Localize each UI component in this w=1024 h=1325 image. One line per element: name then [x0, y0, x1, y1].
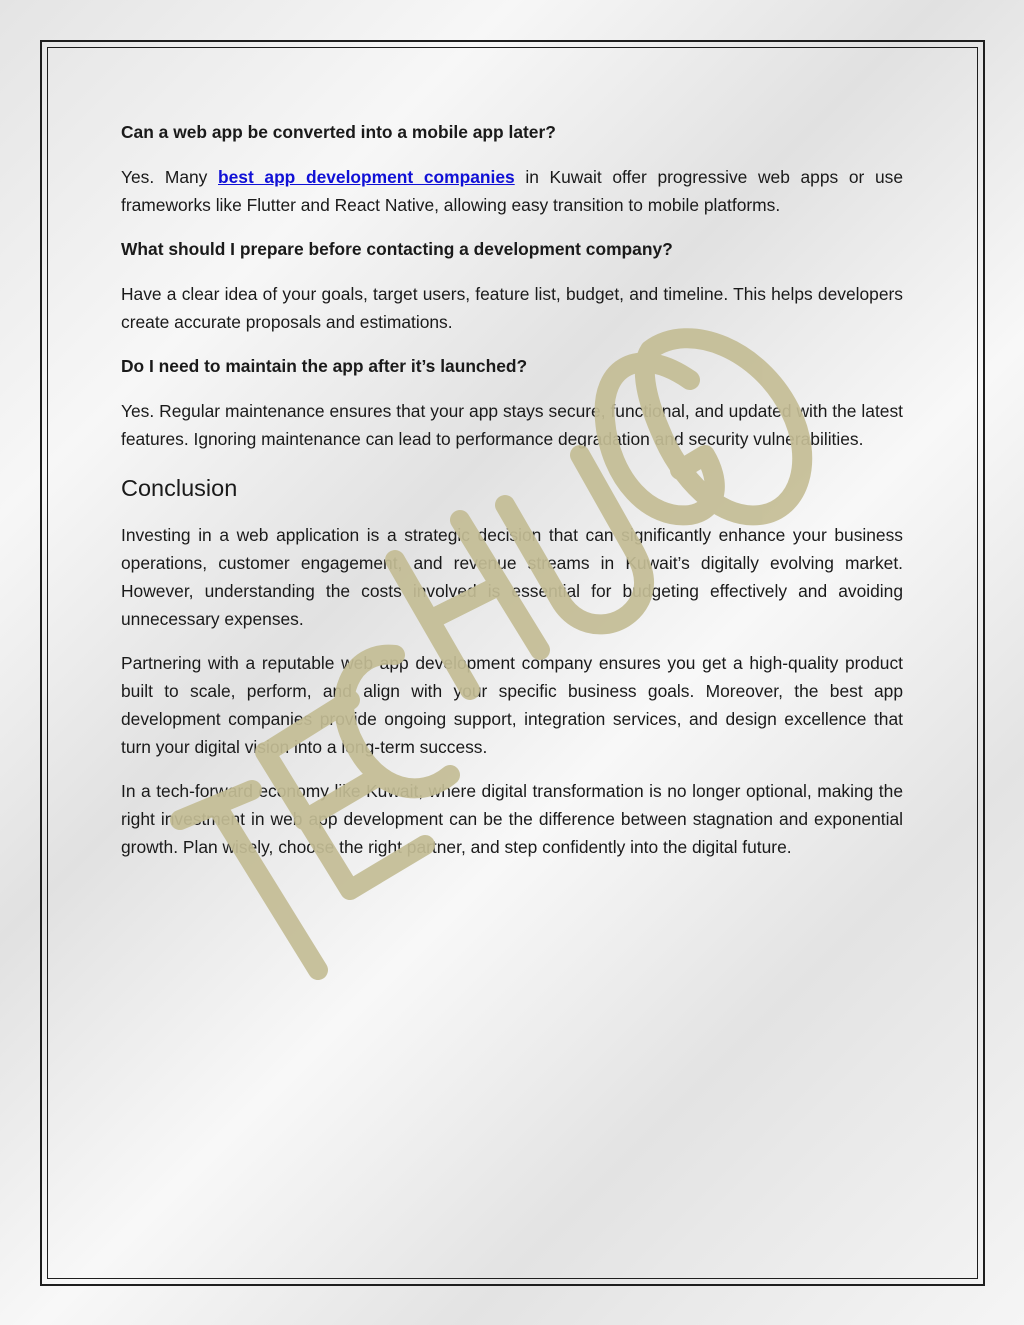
best-app-development-companies-link[interactable]: best app development companies [218, 167, 515, 187]
faq-question-2: What should I prepare before contacting a development company? [121, 239, 673, 259]
faq-question-1: Can a web app be converted into a mobile app later? [121, 122, 556, 142]
faq-answer-1-text-after: in Kuwait offer progressive web apps or use frameworks like Flutter and React Native, allowing easy transition to mobile platforms. [121, 167, 903, 215]
faq-answer-1-text-before: Yes. Many [121, 167, 218, 187]
faq-answer-3: Yes. Regular maintenance ensures that your app stays secure, functional, and updated with the latest features. Ignoring maintenance can lead to performance degradation and security vulnerabilities. [121, 401, 903, 449]
conclusion-heading: Conclusion [121, 475, 238, 501]
faq-answer-1 [121, 163, 903, 219]
conclusion-paragraph-1: Investing in a web application is a strategic decision that can significantly enhance your business operations, customer engagement, and revenue streams in Kuwait’s digitally evolving market. However, understanding the costs involved is essential for budgeting effectively and avoiding unnecessary expenses. [121, 525, 903, 629]
faq-answer-2: Have a clear idea of your goals, target users, feature list, budget, and timeline. This helps developers create accurate proposals and estimations. [121, 284, 903, 332]
document-body [121, 118, 903, 877]
conclusion-paragraph-3: In a tech-forward economy like Kuwait, where digital transformation is no longer optional, making the right investment in web app development can be the difference between stagnation and exponential growth. Plan wisely, choose the right partner, and step confidently into the digital future. [121, 781, 903, 857]
faq-question-3: Do I need to maintain the app after it’s launched? [121, 356, 528, 376]
conclusion-paragraph-2: Partnering with a reputable web app development company ensures you get a high-quality product built to scale, perform, and align with your specific business goals. Moreover, the best app development companies provide ongoing support, integration services, and design excellence that turn your digital vision into a long-term success. [121, 653, 903, 757]
